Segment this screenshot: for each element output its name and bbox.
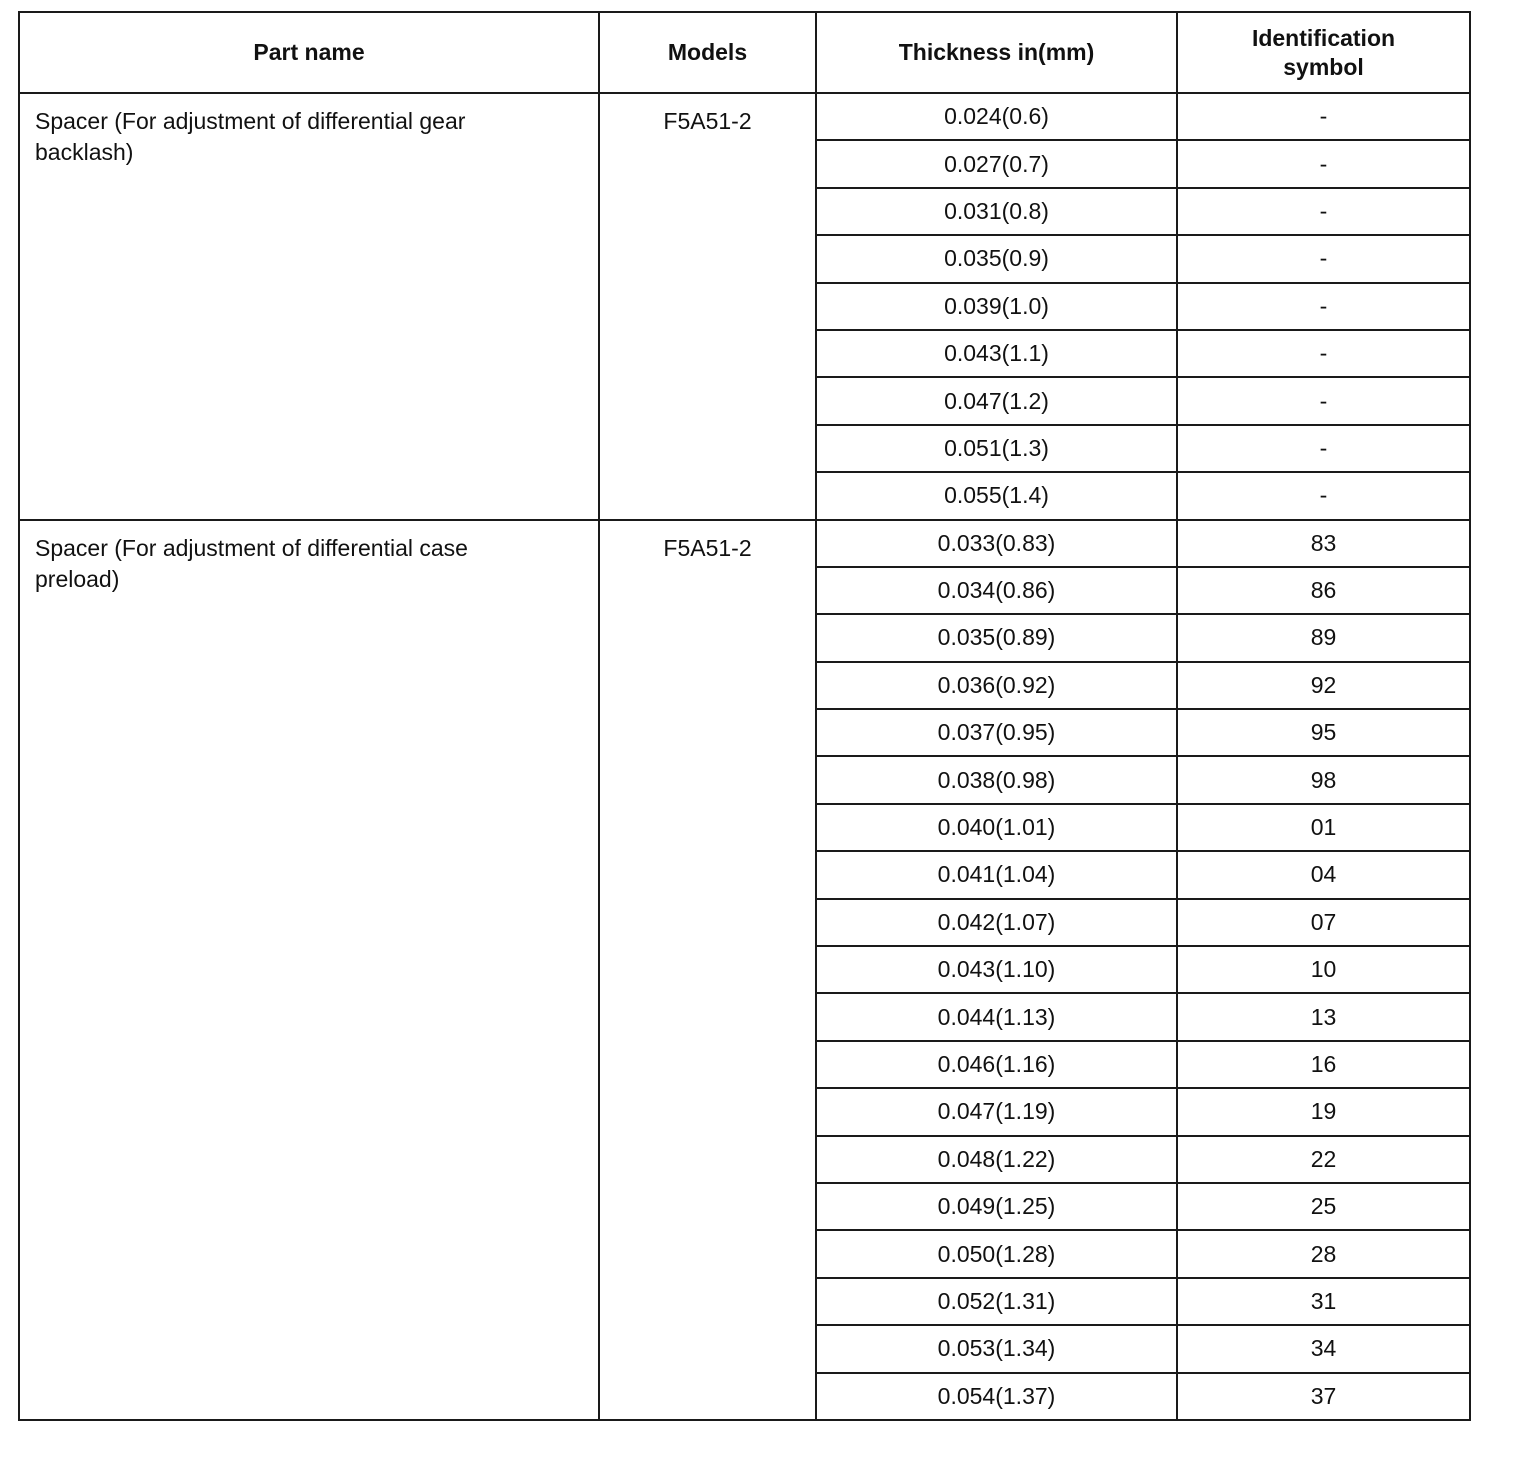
thickness-cell: 0.053(1.34) <box>816 1325 1177 1372</box>
model-cell: F5A51-2 <box>599 520 816 1420</box>
identification-symbol-cell: 98 <box>1177 756 1470 803</box>
identification-symbol-cell: - <box>1177 425 1470 472</box>
identification-symbol-cell: 16 <box>1177 1041 1470 1088</box>
thickness-cell: 0.050(1.28) <box>816 1230 1177 1277</box>
identification-symbol-cell: 04 <box>1177 851 1470 898</box>
header-part-name <box>19 12 599 93</box>
thickness-cell: 0.043(1.1) <box>816 330 1177 377</box>
header-models <box>599 12 816 93</box>
part-name-cell: Spacer (For adjustment of differential case preload) <box>19 520 599 1420</box>
identification-symbol-cell: - <box>1177 188 1470 235</box>
identification-symbol-cell: - <box>1177 283 1470 330</box>
identification-symbol-cell: 22 <box>1177 1136 1470 1183</box>
thickness-cell: 0.036(0.92) <box>816 662 1177 709</box>
identification-symbol-cell: 34 <box>1177 1325 1470 1372</box>
thickness-cell: 0.024(0.6) <box>816 93 1177 140</box>
identification-symbol-cell: 28 <box>1177 1230 1470 1277</box>
thickness-cell: 0.037(0.95) <box>816 709 1177 756</box>
identification-symbol-cell: 07 <box>1177 899 1470 946</box>
header-identification-label: Identification symbol <box>1251 24 1396 80</box>
thickness-cell: 0.027(0.7) <box>816 140 1177 187</box>
thickness-cell: 0.038(0.98) <box>816 756 1177 803</box>
thickness-cell: 0.039(1.0) <box>816 283 1177 330</box>
identification-symbol-cell: 13 <box>1177 993 1470 1040</box>
header-row <box>19 12 1470 93</box>
identification-symbol-cell: - <box>1177 235 1470 282</box>
header-thickness <box>816 12 1177 93</box>
thickness-cell: 0.041(1.04) <box>816 851 1177 898</box>
thickness-cell: 0.047(1.2) <box>816 377 1177 424</box>
thickness-cell: 0.035(0.9) <box>816 235 1177 282</box>
thickness-cell: 0.035(0.89) <box>816 614 1177 661</box>
part-name-cell: Spacer (For adjustment of differential gear backlash) <box>19 93 599 520</box>
thickness-cell: 0.034(0.86) <box>816 567 1177 614</box>
identification-symbol-cell: - <box>1177 472 1470 519</box>
thickness-cell: 0.052(1.31) <box>816 1278 1177 1325</box>
identification-symbol-cell: - <box>1177 93 1470 140</box>
identification-symbol-cell: 86 <box>1177 567 1470 614</box>
table-row <box>19 93 1470 140</box>
spacer-spec-table <box>18 11 1471 1421</box>
thickness-cell: 0.055(1.4) <box>816 472 1177 519</box>
identification-symbol-cell: 25 <box>1177 1183 1470 1230</box>
table-row <box>19 520 1470 567</box>
header-identification <box>1177 12 1470 93</box>
thickness-cell: 0.049(1.25) <box>816 1183 1177 1230</box>
identification-symbol-cell: 31 <box>1177 1278 1470 1325</box>
identification-symbol-cell: 89 <box>1177 614 1470 661</box>
identification-symbol-cell: 10 <box>1177 946 1470 993</box>
table-body <box>19 93 1470 1420</box>
thickness-cell: 0.044(1.13) <box>816 993 1177 1040</box>
thickness-cell: 0.051(1.3) <box>816 425 1177 472</box>
thickness-cell: 0.042(1.07) <box>816 899 1177 946</box>
header-thickness-label: Thickness in(mm) <box>898 39 1095 65</box>
thickness-cell: 0.040(1.01) <box>816 804 1177 851</box>
identification-symbol-cell: 01 <box>1177 804 1470 851</box>
identification-symbol-cell: - <box>1177 140 1470 187</box>
thickness-cell: 0.031(0.8) <box>816 188 1177 235</box>
identification-symbol-cell: 83 <box>1177 520 1470 567</box>
header-models-label: Models <box>667 39 748 65</box>
thickness-cell: 0.046(1.16) <box>816 1041 1177 1088</box>
thickness-cell: 0.047(1.19) <box>816 1088 1177 1135</box>
header-part-name-label: Part name <box>253 39 365 65</box>
model-cell: F5A51-2 <box>599 93 816 520</box>
thickness-cell: 0.048(1.22) <box>816 1136 1177 1183</box>
identification-symbol-cell: 19 <box>1177 1088 1470 1135</box>
thickness-cell: 0.054(1.37) <box>816 1373 1177 1420</box>
identification-symbol-cell: - <box>1177 330 1470 377</box>
thickness-cell: 0.043(1.10) <box>816 946 1177 993</box>
identification-symbol-cell: - <box>1177 377 1470 424</box>
table-header <box>19 12 1470 93</box>
thickness-cell: 0.033(0.83) <box>816 520 1177 567</box>
identification-symbol-cell: 95 <box>1177 709 1470 756</box>
identification-symbol-cell: 92 <box>1177 662 1470 709</box>
identification-symbol-cell: 37 <box>1177 1373 1470 1420</box>
